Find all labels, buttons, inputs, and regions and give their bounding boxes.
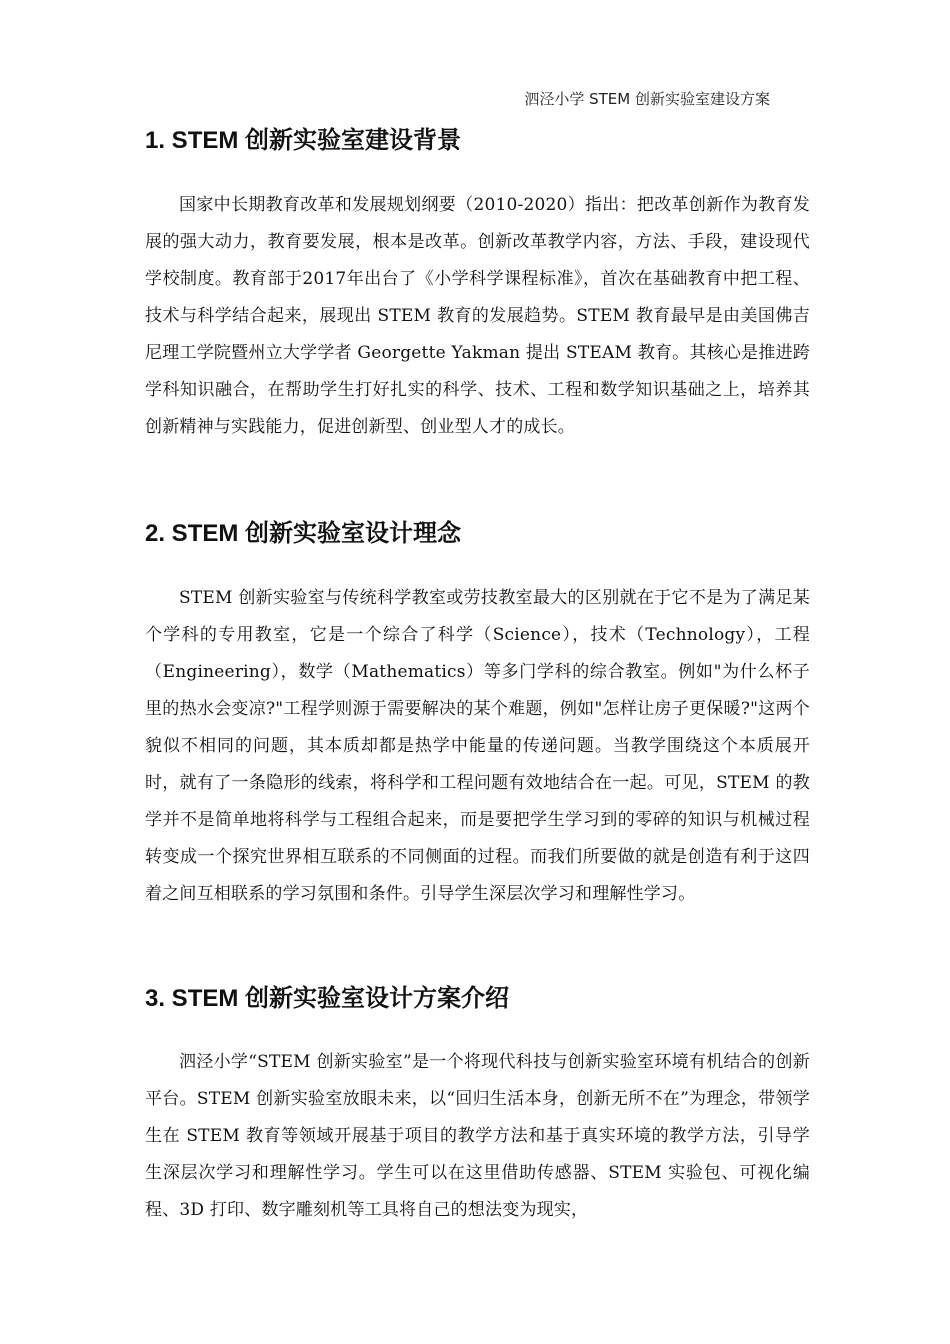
- paragraph-background: 国家中长期教育改革和发展规划纲要（2010-2020）指出：把改革创新作为教育发展的强大动力，教育要发展，根本是改革。创新改革教学内容，方法、手段，建设现代学校制度。教育部于2017年出台了《小学科学课程标准》，首次在基础教育中把工程、技术与科学结合起来，展现出 STEM 教育的发展趋势。STEM 教育最早是由美国佛吉尼理工学院暨州立大学学者 Georgette Yakman 提出 STEAM 教育。其核心是推进跨学科知识融合，在帮助学生打好扎实的科学、技术、工程和数学知识基础之上，培养其创新精神与实践能力，促进创新型、创业型人才的成长。: [145, 195, 810, 437]
- section-heading-design-plan: 3. STEM 创新实验室设计方案介绍: [145, 985, 510, 1012]
- running-header: 泗泾小学 STEM 创新实验室建设方案: [524, 90, 770, 108]
- section-heading-design-concept: 2. STEM 创新实验室设计理念: [145, 520, 462, 547]
- section-heading-background: 1. STEM 创新实验室建设背景: [145, 127, 462, 154]
- paragraph-design-concept: STEM 创新实验室与传统科学教室或劳技教室最大的区别就在于它不是为了满足某个学科的专用教室，它是一个综合了科学（Science），技术（Technology），工程（Engineering），数学（Mathematics）等多门学科的综合教室。例如"为什么杯子里的热水会变凉?"工程学则源于需要解决的某个难题，例如"怎样让房子更保暖?"这两个貌似不相同的问题，其本质却都是热学中能量的传递问题。当教学围绕这个本质展开时，就有了一条隐形的线索，将科学和工程问题有效地结合在一起。可见，STEM 的教学并不是简单地将科学与工程组合起来，而是要把学生学习到的零碎的知识与机械过程转变成一个探究世界相互联系的不同侧面的过程。而我们所要做的就是创造有利于这四着之间互相联系的学习氛围和条件。引导学生深层次学习和理解性学习。: [145, 588, 810, 904]
- paragraph-design-plan: 泗泾小学“STEM 创新实验室”是一个将现代科技与创新实验室环境有机结合的创新平台。STEM 创新实验室放眼未来，以“回归生活本身，创新无所不在”为理念，带领学生在 STEM 教育等领域开展基于项目的教学方法和基于真实环境的教学方法，引导学生深层次学习和理解性学习。学生可以在这里借助传感器、STEM 实验包、可视化编程、3D 打印、数字雕刻机等工具将自己的想法变为现实，: [145, 1052, 810, 1220]
